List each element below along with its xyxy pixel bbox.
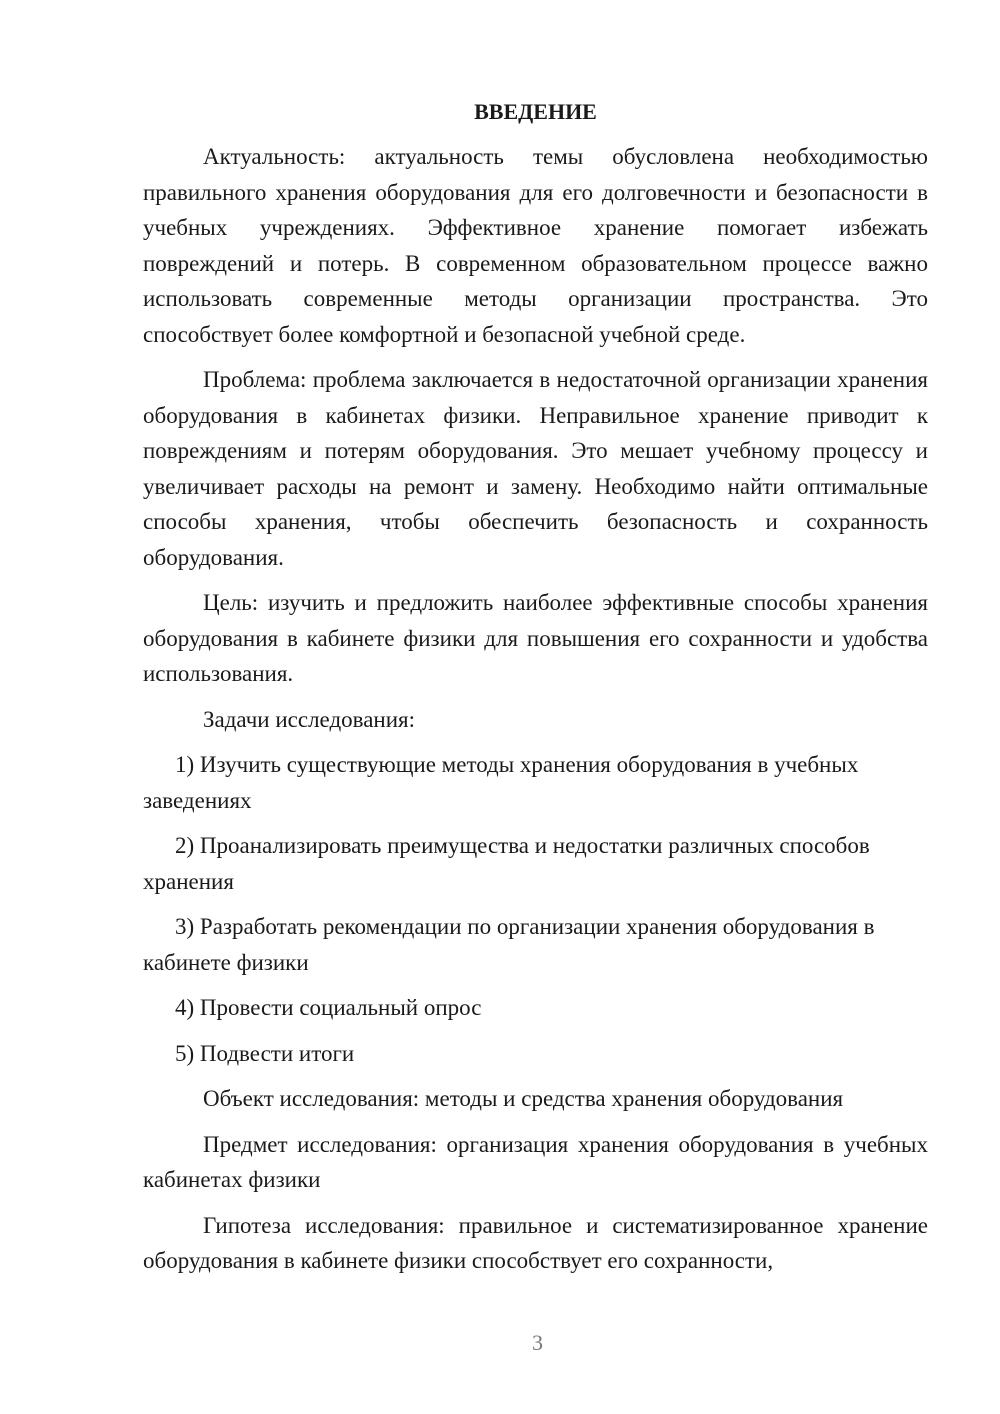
task-item: 2) Проанализировать преимущества и недостатки различных способов хранения: [143, 833, 870, 894]
goal-paragraph: Цель: изучить и предложить наиболее эффективные способы хранения оборудования в кабинете физики для повышения его сохранности и удобства использования.: [143, 590, 928, 686]
object-paragraph: Объект исследования: методы и средства хранения оборудования: [203, 1086, 844, 1111]
relevance-paragraph: Актуальность: актуальность темы обусловлена необходимостью правильного хранения оборудования для его долговечности и безопасности в учебных учреждениях. Эффективное хранение помогает избежать повреждений и потерь. В современном образовательном процессе важно использовать современные методы организации пространства. Это способствует более комфортной и безопасной учебной среде.: [143, 144, 928, 347]
tasks-heading: Задачи исследования:: [203, 706, 416, 732]
hypothesis-paragraph: Гипотеза исследования: правильное и систематизированное хранение оборудования в кабинете физики способствует его сохранности,: [143, 1212, 928, 1273]
task-item: 4) Провести социальный опрос: [175, 995, 482, 1020]
section-title: ВВЕДЕНИЕ: [474, 99, 597, 124]
task-item: 5) Подвести итоги: [175, 1040, 355, 1066]
page-number: 3: [532, 1330, 543, 1355]
task-item: 1) Изучить существующие методы хранения оборудования в учебных заведениях: [143, 752, 859, 813]
document-page: [143, 94, 928, 1289]
task-item: 3) Разработать рекомендации по организации хранения оборудования в кабинете физики: [143, 914, 875, 975]
problem-paragraph: Проблема: проблема заключается в недостаточной организации хранения оборудования в кабинетах физики. Неправильное хранение приводит к повреждениям и потерям оборудования. Это мешает учебному процессу и увеличивает расходы на ремонт и замену. Необходимо найти оптимальные способы хранения, чтобы обеспечить безопасность и сохранность оборудования.: [143, 367, 928, 570]
subject-paragraph: Предмет исследования: организация хранения оборудования в учебных кабинетах физики: [143, 1131, 928, 1192]
